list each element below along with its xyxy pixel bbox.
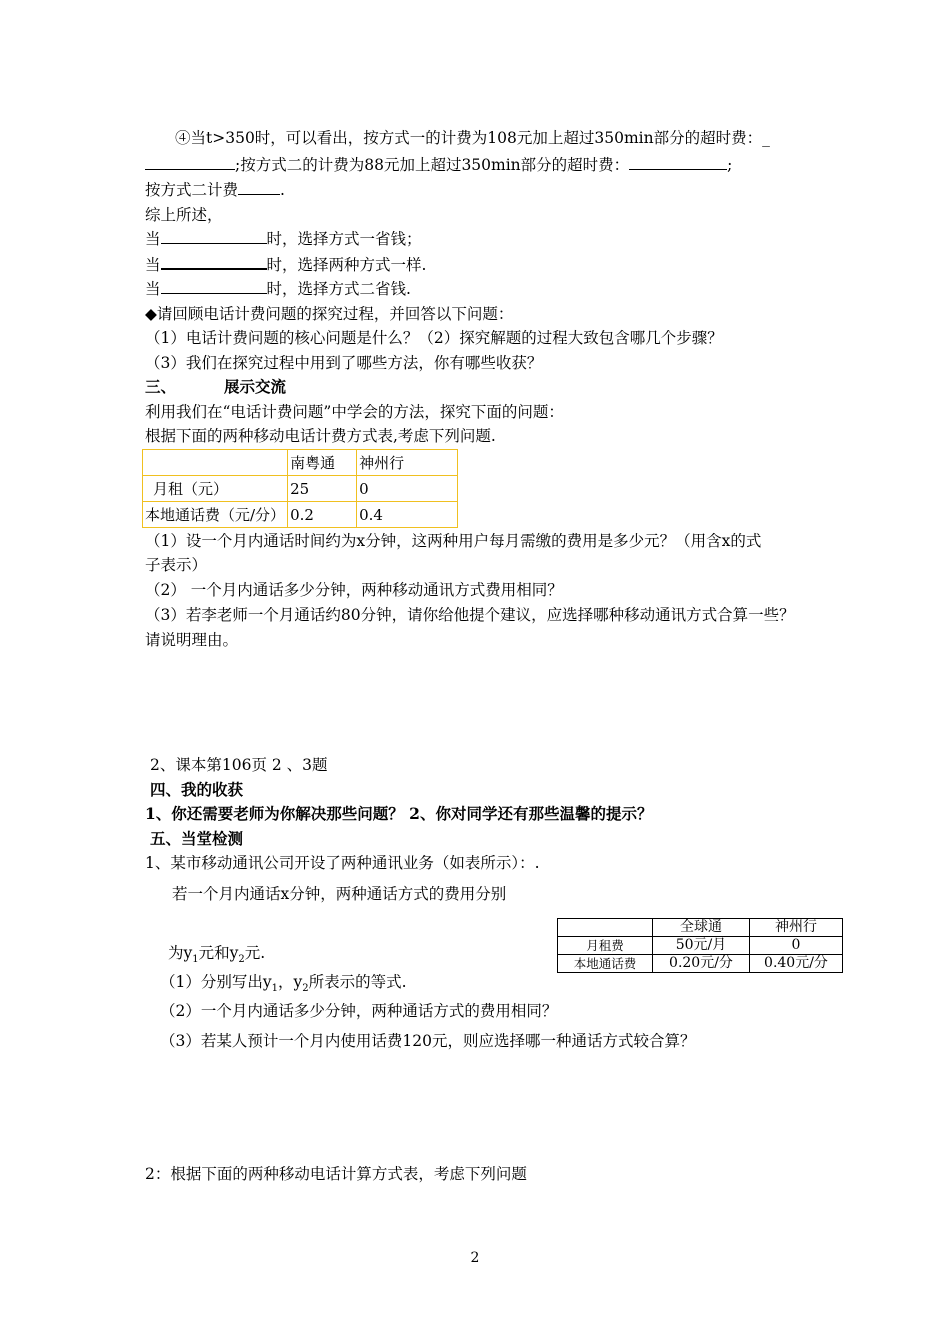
table-row [558, 955, 843, 973]
table-cell [143, 450, 288, 476]
table-cell: 月租（元） [143, 476, 288, 502]
section-5-heading: 五、当堂检测 [150, 829, 244, 848]
review-question-1-2: （1）电话计费问题的核心问题是什么？（2）探究解题的过程大致包含哪几个步骤？ [145, 329, 723, 347]
table-row [143, 502, 458, 528]
table-cell: 50元/月 [653, 937, 750, 955]
table-cell: 本地通话费（元/分） [143, 502, 288, 528]
case4-line2: ;按方式二的计费为88元加上超过350min部分的超时费： ; [145, 155, 732, 175]
table-cell: 25 [288, 476, 357, 502]
blank-field[interactable] [161, 254, 267, 270]
table-cell: 月租费 [558, 937, 653, 955]
question-1-line-b: 子表示） [145, 556, 208, 574]
case4-line3: 按方式二计费 . [145, 181, 285, 199]
section-5-question-1: （1）分别写出$y_1$，$y_2$所表示的等式. [160, 973, 407, 995]
question-2: （2） 一个月内通话多少分钟，两种移动通讯方式费用相同？ [145, 581, 563, 599]
section-5-question-2: （2）一个月内通话多少分钟，两种通话方式的费用相同？ [160, 1002, 558, 1020]
blank-field[interactable] [161, 279, 267, 294]
table-header-shenzhouxing: 神州行 [357, 450, 458, 476]
table-row [143, 476, 458, 502]
section-5-cost-statement: 为$y_1$元和$y_2$元. [168, 944, 266, 966]
problem-2: 2：根据下面的两种移动电话计算方式表，考虑下列问题 [145, 1165, 527, 1183]
table-cell: 本地通话费 [558, 955, 653, 973]
table-header-shenzhouxing: 神州行 [750, 919, 843, 937]
table-cell: 0.20元/分 [653, 955, 750, 973]
table-cell: 0 [750, 937, 843, 955]
table-row [558, 919, 843, 937]
review-intro: ◆请回顾电话计费问题的探究过程，并回答以下问题： [145, 305, 514, 323]
section-3-intro-2: 根据下面的两种移动电话计费方式表,考虑下列问题. [145, 427, 496, 445]
case4-line1: ④当t>350时，可以看出，按方式一的计费为108元加上超过350min部分的超时费：_ [175, 129, 770, 147]
question-1-line-a: （1）设一个月内通话时间约为x分钟，这两种用户每月需缴的费用是多少元？（用含x的式 [145, 532, 762, 550]
page-number: 2 [470, 1250, 480, 1266]
blank-field[interactable] [238, 180, 280, 195]
question-3-line-a: （3）若李老师一个月通话约80分钟，请你给他提个建议，应选择哪种移动通讯方式合算一些？ [145, 606, 795, 624]
section-3-intro-1: 利用我们在“电话计费问题”中学会的方法，探究下面的问题： [145, 403, 564, 421]
section-5-question-3: （3）若某人预计一个月内使用话费120元，则应选择哪一种通话方式较合算？ [160, 1032, 696, 1050]
billing-table-1 [142, 449, 458, 528]
table-row [558, 937, 843, 955]
table-cell: 0.4 [357, 502, 458, 528]
table-cell [558, 919, 653, 937]
blank-field[interactable] [145, 155, 235, 170]
summary-row-2: 当 时，选择两种方式一样. [145, 256, 427, 274]
section-5-problem-1-text: 若一个月内通话x分钟，两种通话方式的费用分别 [172, 885, 507, 903]
table-cell: 0.2 [288, 502, 357, 528]
blank-field[interactable] [161, 229, 267, 244]
table-header-quanqiutong: 全球通 [653, 919, 750, 937]
table-cell: 0 [357, 476, 458, 502]
table-row [143, 450, 458, 476]
section-4-heading: 四、我的收获 [150, 780, 244, 799]
billing-table-2 [557, 918, 843, 973]
section-3-heading: 三、 展示交流 [145, 377, 287, 396]
blank-field[interactable] [629, 155, 727, 170]
question-3-line-b: 请说明理由。 [145, 631, 239, 649]
review-question-3: （3）我们在探究过程中用到了哪些方法，你有哪些收获？ [145, 354, 543, 372]
table-header-nanyuetong: 南粤通 [288, 450, 357, 476]
summary-row-3: 当 时，选择方式二省钱. [145, 280, 411, 298]
section-4-text: 1、你还需要老师为你解决那些问题？ 2、你对同学还有那些温馨的提示？ [145, 804, 653, 823]
textbook-exercise: 2、课本第106页 2 、3题 [150, 756, 328, 774]
summary-title: 综上所述， [145, 206, 223, 224]
table-cell: 0.40元/分 [750, 955, 843, 973]
summary-row-1: 当 时，选择方式一省钱； [145, 230, 422, 248]
section-5-problem-1: 1、某市移动通讯公司开设了两种通讯业务（如表所示）：. [145, 854, 540, 872]
